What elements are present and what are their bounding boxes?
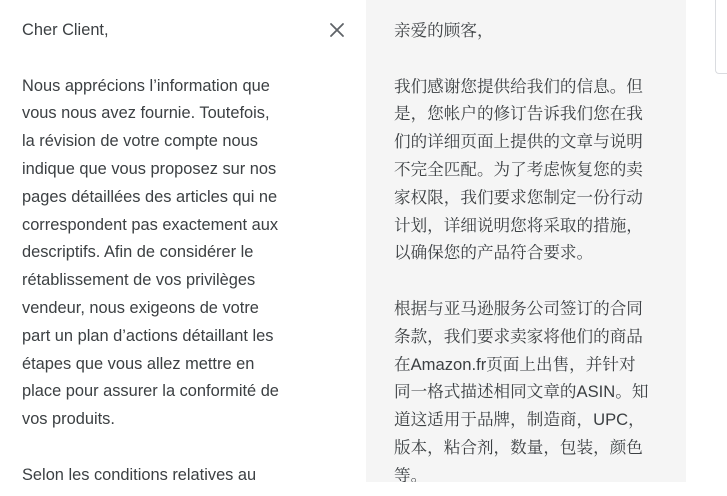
close-icon [329, 22, 345, 38]
translated-text-line: 版本，粘合剂，数量，包装，颜色 [394, 437, 643, 457]
translated-text-line: 等。 [394, 465, 428, 482]
source-text-line: place pour assurer la conformité de [22, 382, 279, 401]
source-text-line: pages détaillées des articles qui ne [22, 187, 278, 206]
translated-text-line: 是，您帐户的修订告诉我们您在我 [394, 104, 643, 124]
source-text-line: la révision de votre compte nous [22, 132, 258, 151]
paragraph-gap [22, 434, 322, 462]
source-text-line: Cher Client, [22, 21, 109, 39]
source-text-line: vos produits. [22, 410, 115, 429]
source-text-line: vendeur, nous exigeons de votre [22, 298, 259, 317]
paragraph-gap [394, 267, 676, 295]
translated-text-line: 根据与亚马逊服务公司签订的合同 [394, 298, 643, 318]
translated-text-line: 我们感谢您提供给我们的信息。但 [394, 76, 643, 96]
translated-text-line: 道这适用于品牌，制造商，UPC， [394, 410, 645, 430]
source-text-line: étapes que vous allez mettre en [22, 354, 255, 373]
paragraph-gap [22, 45, 322, 73]
source-text [22, 17, 322, 482]
side-panel-edge [715, 0, 727, 74]
translated-text-line: 以确保您的产品符合要求。 [394, 243, 594, 263]
translated-text-line: 家权限，我们要求您制定一份行动 [394, 187, 643, 207]
source-text-line: correspondent pas exactement aux [22, 215, 279, 234]
translated-text-line: 们的详细页面上提供的文章与说明 [394, 132, 643, 152]
translated-text-line: 不完全匹配。为了考虑恢复您的卖 [394, 159, 643, 179]
close-button[interactable] [321, 14, 353, 46]
source-text-line: vous nous avez fournie. Toutefois, [22, 104, 270, 123]
source-text-line: rétablissement de vos privilèges [22, 271, 256, 290]
translated-text-line: 亲爱的顾客， [394, 21, 494, 40]
source-text-line: part un plan d’actions détaillant les [22, 326, 274, 345]
source-text-line: Selon les conditions relatives au [22, 465, 257, 482]
source-text-line: indique que vous proposez sur nos [22, 159, 277, 178]
translated-text-panel [366, 0, 686, 482]
translated-text-line: 条款，我们要求卖家将他们的商品 [394, 326, 643, 346]
translated-text-line: 在Amazon.fr页面上出售，并针对 [394, 354, 636, 374]
source-text-line: descriptifs. Afin de considérer le [22, 243, 254, 262]
source-text-line: Nous apprécions l’information que [22, 76, 270, 95]
source-text-panel [0, 0, 366, 482]
translated-text [394, 17, 676, 482]
translated-text-line: 同一格式描述相同文章的ASIN。知 [394, 382, 649, 402]
translated-text-line: 计划，详细说明您将采取的措施， [394, 215, 643, 235]
paragraph-gap [394, 45, 676, 73]
